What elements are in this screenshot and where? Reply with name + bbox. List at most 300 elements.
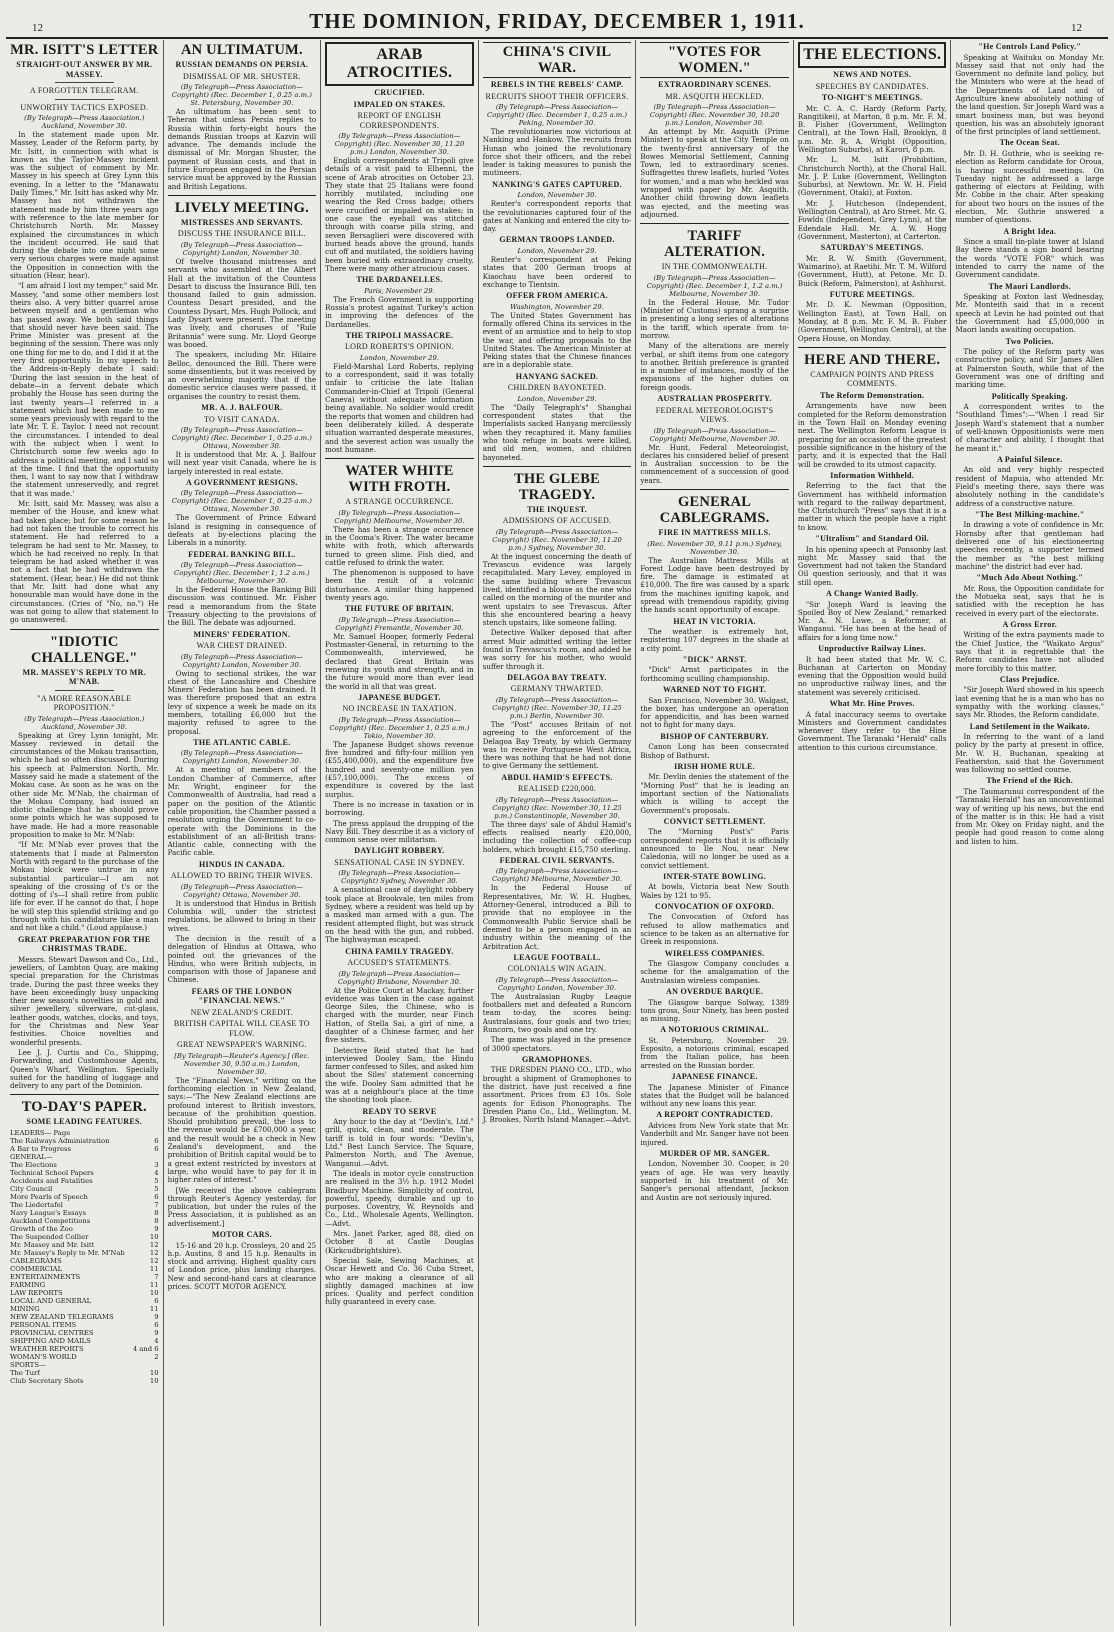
- contents-item-name: NEW ZEALAND TELEGRAMS: [10, 1312, 114, 1321]
- dateline: (By Telegraph—Press Association—Copyright) (Rec. December 1, 0.25 a.m.) Ottawa, November 30.: [171, 426, 312, 451]
- subhead: BISHOP OF CANTERBURY.: [660, 731, 769, 741]
- headline-todays-paper: TO-DAY'S PAPER.: [21, 1099, 147, 1116]
- subhead: A Change Wanted Badly.: [826, 589, 919, 599]
- subhead: SPEECHES BY CANDIDATES.: [815, 81, 929, 91]
- dateline: (By Telegraph—Press Association.) Auckland, November 30.: [24, 114, 145, 130]
- contents-item-page: 4: [154, 1168, 159, 1177]
- article-paragraph: Reuter's correspondent reports that the revolutionaries captured four of the gates at Nanking and entered the city to-day.: [482, 199, 632, 234]
- article-paragraph: In referring to the want of a land policy by the party at present in office, Mr. W. H. Buchanan, speaking at Featherston, said that the Government was following no settled course.: [955, 732, 1105, 775]
- subhead: "A MORE REASONABLE PROPOSITION.": [37, 693, 132, 713]
- subhead: GRAMOPHONES.: [522, 1054, 593, 1064]
- article-paragraph: Field-Marshal Lord Roberts, replying to a correspondent, said it was totally unfair to criticise the late Italian Commander-in-Chief at Tripoli (General Caneva) without adequate information being available. No soldier would credit the reports that women and children had been deliberately killed. A desperate situation warranted desperate measures, and the severest action was usually the most humane.: [325, 361, 474, 454]
- article-paragraph: A fatal inaccuracy seems to overtake Ministers and Government candidates whenever they refer to the Hine Government. The Taranaki "Herald" calls attention to this curious circumstance.: [797, 709, 947, 752]
- article-paragraph: The three days' sale of Abdul Hamid's effects realised nearly £20,000, including the collection of coffee-cup holders, which brought £15,750 sterling.: [482, 819, 632, 854]
- dateline: (By Telegraph—Press Association—Copyright) London, November 30.: [495, 975, 619, 992]
- subhead: NEWS AND NOTES.: [833, 70, 912, 79]
- article-paragraph: An ultimatum has been sent to Teheran that unless Persia replies to Russia within forty-eight hours the demands Russian troops at Kazvin will advance. The demands include the dismissal of Mr. Morgan Shuster, the payment of Russian costs, and that in future European engaged in the Persian service must be approved by the Russian and British Legations.: [167, 107, 317, 191]
- dateline: (By Telegraph—Press Association—Copyright) Sydney, November 30.: [338, 869, 461, 886]
- article-paragraph: The revolutionaries now victorious at Nanking and Hankow. The recruits from Hunan who joined the revolutionary force shot their officers, and the rebel leader is taking measures to punish the mutineers.: [482, 127, 632, 178]
- subhead: IRISH HOME RULE.: [674, 761, 756, 771]
- contents-row: [10, 1353, 159, 1361]
- headline-the-elections: THE ELECTIONS.: [798, 42, 947, 68]
- subhead: ABDUL HAMID'S EFFECTS.: [501, 772, 613, 782]
- subhead: Information Withheld.: [830, 470, 915, 480]
- contents-row: [10, 1161, 159, 1169]
- dateline: (By Telegraph—Press Association—Copyright) Melbourne, November 30.: [491, 867, 623, 884]
- contents-row: [10, 1273, 159, 1281]
- contents-row: [10, 1313, 159, 1321]
- contents-item-page: 5: [154, 1176, 159, 1185]
- subhead: GREAT NEWSPAPER'S WARNING.: [176, 1040, 307, 1050]
- subhead: HANYANG SACKED.: [515, 371, 599, 381]
- subhead: A Bright Idea.: [1003, 226, 1057, 236]
- contents-header: LEADERS— Page: [10, 1128, 71, 1137]
- contents-item-page: 10: [149, 1368, 159, 1377]
- contents-item-name: GENERAL—: [10, 1152, 53, 1161]
- advertisement: THE DRESDEN PIANO CO., LTD., who brought a shipment of Gramophones to the district, have just received a fine assortment. Prices from £3 10s. Sole agents for Edison Phonographs. The Dresden Piano Co., Ltd., Wellington. M. J. Brookes, North Island Manager.—Advt.: [482, 1065, 632, 1125]
- subhead: A GOVERNMENT RESIGNS.: [186, 477, 298, 487]
- dateline: London, November 30.: [517, 191, 597, 200]
- article-paragraph: It is understood that Mr. A. J. Balfour will next year visit Canada, where he is largely interested in real estate.: [167, 450, 317, 476]
- article-paragraph: The Australasian Rugby League footballers met and defeated a Runcorn team to-day, the scores being: Australasians, four goals and two tries; Runcorn, two goals and one try.: [482, 991, 632, 1034]
- article-paragraph: In drawing a vote of confidence in Mr. Hornsby after that gentleman had delivered one of his electioneering speeches recently, a supporter termed the member as "the best milking machine" the district had ever had.: [955, 520, 1105, 571]
- contents-row: [10, 1177, 159, 1185]
- subhead: Politically Speaking.: [991, 391, 1068, 401]
- contents-list: [10, 1129, 159, 1385]
- contents-item-name: ENTERTAINMENTS: [10, 1272, 81, 1281]
- divider: [798, 347, 947, 348]
- article-paragraph: In the statement made upon Mr. Massey, Leader of the Reform party, by Mr. Isitt, in connection with what is known as the Taylor-Massey incident was the subject of comment by Mr. Massey in his speech at Grey Lynn this evening. In a letter to the "Manawatu Daily Times," Mr. Isitt has asked why Mr. Massey has not withdrawn the statement made by him three years ago with reference to the late member for Christchurch North. Mr. Massey explained the circumstances in which the incident occurred. He said that during the debate into one night some very serious charges were made against the Opposition in connection with the situation (Hear, hear).: [10, 130, 159, 281]
- contents-item-page: 11: [149, 1264, 159, 1273]
- contents-row: [10, 1169, 159, 1177]
- dateline: Paris, November 29.: [364, 286, 435, 295]
- contents-row: [10, 1153, 159, 1161]
- contents-item-name: Mr. Massey and Mr. Isitt: [10, 1240, 95, 1249]
- subhead: "Much Ado About Nothing.": [976, 573, 1084, 583]
- subhead: HINDUS IN CANADA.: [198, 859, 285, 869]
- divider: [483, 466, 632, 467]
- subhead: "DICK" ARNST.: [682, 654, 747, 664]
- dateline: [By Telegraph—Reuter's Agency.] (Rec. November 30, 9.50 a.m.) London, November 30.: [174, 1051, 310, 1076]
- dateline: London, November 29.: [359, 353, 439, 362]
- contents-item-name: Accidents and Fatalities: [10, 1176, 93, 1185]
- contents-item-name: LOCAL AND GENERAL: [10, 1296, 92, 1305]
- contents-item-page: 7: [154, 1200, 159, 1209]
- dateline: (By Telegraph—Press Association—Copyright) London, November 30.: [180, 749, 303, 766]
- headline-glebe-tragedy: THE GLEBE TRAGEDY.: [514, 470, 601, 503]
- divider: [325, 458, 474, 459]
- subhead: "Ultralism" and Standard Oil.: [815, 534, 929, 544]
- article-paragraph: At a meeting of members of the London Chamber of Commerce, after Mr. Wright, engineer for the Commonwealth of Australia, had read a paper on the position of the Atlantic cable proposition, the Chamber passed a resolution urging the Government to co-operate with the Dominions in the establishment of an all-British trans-Atlantic cable, connecting with the Pacific cable.: [167, 765, 317, 858]
- subhead: MISTRESSES AND SERVANTS.: [181, 217, 303, 227]
- dateline: (By Telegraph—Press Association—Copyright) (Rec. December 1, 0.25 a.m.) Tokio, November 30.: [329, 715, 470, 740]
- contents-item-page: 10: [149, 1288, 159, 1297]
- contents-row: [10, 1201, 159, 1209]
- dateline: (By Telegraph—Press Association—Copyright) London, November 30.: [180, 240, 303, 257]
- headline-idiotic-challenge: "IDIOTIC CHALLENGE.": [31, 633, 138, 666]
- subhead: DELAGOA BAY TREATY.: [507, 672, 607, 682]
- subhead: FIRE IN MATTRESS MILLS.: [658, 528, 771, 538]
- contents-row: [10, 1369, 159, 1377]
- contents-row: [10, 1137, 159, 1145]
- dateline: (By Telegraph—Press Association—Copyright) (Rec. December 1, 0.25 a.m.) Ottawa, November 30.: [171, 489, 312, 514]
- subhead: RECRUITS SHOOT THEIR OFFICERS.: [485, 91, 629, 101]
- subhead: A NOTORIOUS CRIMINAL.: [660, 1025, 769, 1035]
- column-5: [636, 40, 794, 1626]
- contents-item-page: 7: [154, 1272, 159, 1281]
- contents-item-name: PERSONAL ITEMS: [10, 1320, 77, 1329]
- article-paragraph: The "Daily Telegraph's" Shanghai correspondent states that the Imperialists sacked Hanyang mercilessly when they recaptured it. Many families who took refuge in boats were killed, and old men, women, and children bayoneted.: [482, 402, 632, 462]
- article-paragraph: The Convocation of Oxford has refused to allow mathematics and science to be taken as an alternative for Greek in responsions.: [640, 912, 789, 947]
- subhead: CRUCIFIED.: [374, 88, 425, 97]
- article-paragraph: Mr. D. H. Guthrie, who is seeking re-election as Reform candidate for Oroua, is having successful meetings. On Tuesday night he addressed a large gathering of electors at Feilding, with Mr. Cobbe in the chair. After speaking for about two hours on the issues of the election, Mr. Guthrie answered a number of questions.: [955, 148, 1105, 225]
- contents-item-name: Technical School Papers: [10, 1168, 94, 1177]
- dateline: (By Telegraph—Press Association—Copyright) Brisbane, November 30.: [337, 969, 462, 986]
- contents-item-name: Navy League's Essays: [10, 1208, 87, 1217]
- article-paragraph: Mr. D. K. Newman (Opposition, Wellington East), at Town Hall, on Monday, at 8 p.m. Mr. F. M. B. Fisher (Government, Wellington Central), at the Opera House, on Monday.: [797, 300, 947, 343]
- subhead: BRITISH CAPITAL WILL CEASE TO FLOW.: [173, 1019, 310, 1038]
- article-paragraph: The "Financial News," writing on the forthcoming election in New Zealand, says:—"The New Zealand elections are profound interest to British investors, because of the prohibition question. Should prohibition prevail, the loss to the revenue would be £700,000 a year, and the result would be a check in New Zealand's development, and the prohibition of British capital would be to a great extent restricted by investors at large, who would have to pay for it in higher rates of interest.": [167, 1075, 317, 1185]
- article-paragraph: Mr. Isitt, said Mr. Massey, was also a member of the House, and knew what had taken place; but for some reason he had not taken the trouble to correct his statement. He had referred to a telegram he had sent to Mr. Massey, to which he had received no reply. In that telegram he had asked whether it was not a fact that he had withdrawn the statement. (Hear, hear.) He did not think that Mr. Isitt had done what any honourable man would have done in the circumstances. (Cries of "No, no.") He was not going to allow that statement to go unanswered.: [10, 499, 159, 625]
- article-paragraph: "If Mr. M'Nab ever proves that the statements that I made at Palmerston North with regard to the purchase of the Mokau block were untrue in any substantial particular—I am not speaking of the crossing of t's or the dotting of i's—I shall retire from public life for ever. If he cannot do that, I hope he will step this splendid striking and go through with his candidature like a man and not like a child." (Loud applause.): [10, 840, 159, 933]
- contents-item-name: City Council: [10, 1184, 53, 1193]
- contents-item-name: A Bar to Progress: [10, 1144, 72, 1153]
- article-paragraph: It is understood that Hindus in British Columbia will, under the strictest regulations, be allowed to bring in their wives.: [167, 898, 317, 933]
- article-paragraph: The Glasgow Company concludes a scheme for the amalgamation of the Australasian wireless companies.: [640, 959, 789, 985]
- article-paragraph: Of twelve thousand mistresses and servants who assembled at the Albert Hall at the invitation of the Countess Desart to discuss the Insurance Bill, ten thousand failed to gain admission. Countess Desart presided, and the Countess Dysart, Mrs. Hugh Pollock, and Lady Dysart were present. The meeting was lively, and choruses of "Rule Britannia" were sung. Mr. Lloyd George was booed.: [167, 256, 317, 349]
- article-paragraph: Advices from New York state that Mr. Vanderbilt and Mr. Sanger have not been injured.: [640, 1120, 789, 1147]
- masthead: [6, 8, 1108, 39]
- article-paragraph: Speaking at Grey Lynn tonight, Mr. Massey reviewed in detail the circumstances of the Mokau transaction, which he had so often discussed. During his speech at Palmerston North, Mr. Massey said he made a statement of the Mokau case. As soon as he was on the other side Mr. M'Nab, the chairman of the Mokau Company, had issued an idiotic challenge that he should prove some points which he was supposed to have made. He had a more reasonable proposition to make to Mr. M'Nab:: [10, 730, 159, 840]
- article-paragraph: "Dick" Arnst participates in the forthcoming sculling championship.: [640, 665, 789, 683]
- article-paragraph: Mr. Samuel Hooper, formerly Federal Postmaster-General, in returning to the Commonwealth, interviewed, he declared that Great Britain was renewing its youth and strength, and in the future would more than ever lead the world in all that was great.: [325, 631, 474, 691]
- headline-here-and-there: HERE AND THERE.: [804, 351, 941, 368]
- dateline: (By Telegraph—Press Association—Copyright) Fremantle, November 30.: [335, 615, 464, 632]
- subhead: IN THE COMMONWEALTH.: [661, 262, 768, 272]
- contents-item-name: WOMAN'S WORLD: [10, 1352, 77, 1361]
- article-paragraph: In the Federal House of Representatives, Mr. W. H. Hughes, Attorney-General, introduced a Bill to provide that no employee in the Commonwealth Public Service shall be deemed to be a person engaged in an industry within the meaning of the Arbitration Act.: [482, 883, 632, 951]
- subhead: NO INCREASE IN TAXATION.: [342, 704, 457, 714]
- article-paragraph: Speaking at Foxton last Wednesday, Mr. Monteith said that in a recent speech at Levin he had pointed out that the Government had £5,000,000 in Maori lands awaiting occupation.: [955, 292, 1105, 335]
- subhead: LORD ROBERTS'S OPINION.: [344, 342, 454, 352]
- dateline: (By Telegraph—Press Association—Copyright) (Rec. November 30, 11.20 p.m.) Sydney, November 30.: [492, 527, 622, 552]
- subhead: A FORGOTTEN TELEGRAM.: [29, 86, 139, 95]
- article-paragraph: English correspondents at Tripoli give details of a visit paid to Elhenni, the scene of Arab atrocities on October 23. They state that 25 Italians were found horribly mutilated, including one wearing the Red Cross badge; others were crucified or impaled on stakes; in one case the eyeball was stitched through with coarse pilla string, and seven Bersaglieri were discovered with burned heads above the ground, hands cut off and mutilated, the soldiers having been buried with extraordinary cruelty. There were many other atrocious cases.: [325, 156, 474, 273]
- article-paragraph: Reuter's correspondent at Peking states that 200 German troops at Kiaochau have been ordered to exchange to Tientsin.: [482, 254, 632, 289]
- divider: [640, 489, 789, 490]
- dateline: Washington, November 29.: [510, 302, 604, 311]
- column-7: [951, 40, 1108, 1626]
- contents-row: [10, 1145, 159, 1153]
- contents-item-name: The Turf: [10, 1368, 40, 1377]
- page-number-right: 12: [1070, 22, 1082, 34]
- contents-item-page: 9: [154, 1312, 159, 1321]
- subhead: JAPANESE BUDGET.: [358, 692, 441, 702]
- contents-item-name: Growth of the Zoo: [10, 1224, 73, 1233]
- article-paragraph: The decision is the result of a delegation of Hindus at Ottawa, who pointed out the grievances of the Hindus, who were British subjects, in comparison with those of Japanese and Chinese.: [167, 933, 317, 985]
- article-paragraph: There is no increase in taxation or in borrowing.: [325, 799, 474, 818]
- subhead: HEAT IN VICTORIA.: [673, 616, 756, 626]
- subhead: WIRELESS COMPANIES.: [664, 948, 765, 958]
- subhead: LEAGUE FOOTBALL.: [513, 952, 601, 962]
- contents-item-name: The Suspended Collier: [10, 1232, 89, 1241]
- subhead: TO-NIGHT'S MEETINGS.: [821, 93, 923, 102]
- contents-row: [10, 1321, 159, 1329]
- contents-item-page: 12: [149, 1240, 159, 1249]
- advertisement: The ideals in motor cycle construction are realised in the 3½ h.p. 1912 Model Bradbury Machine. Simplicity of control, powerful, speedy, durable and up to purposes. Coventry, W. Reynolds and Co., Ltd., Wholesale Agents, Wellington.—Advt.: [325, 1168, 474, 1228]
- subhead: EXTRAORDINARY SCENES.: [658, 80, 772, 89]
- article-paragraph: San Francisco, November 30. Walgast, the boxer, has undergone an operation for appendicitis, and has been warned not to fight for many days.: [640, 695, 789, 730]
- article-paragraph: London, November 30. Cooper, is 20 years of age. He was very heavily supported in his treatment of Mr. Sanger's personal attendant, Jackson and Austin are not seriously injured.: [640, 1159, 789, 1202]
- subhead: IMPALED ON STAKES.: [353, 99, 446, 109]
- article-paragraph: St. Petersburg, November 29. Esposito, a notorious criminal, escaped from the Italian police, has been arrested on the Russian border.: [640, 1035, 789, 1070]
- contents-row: [10, 1281, 159, 1289]
- subhead: The Friend of the Rich.: [986, 776, 1074, 786]
- article-paragraph: In his opening speech at Ponsonby last night Mr. Massey said that the Government had not taken the Standard Oil question seriously, and that it was still open.: [797, 544, 947, 587]
- subhead: REBELS IN THE REBELS' CAMP.: [490, 80, 624, 89]
- article-paragraph: Canon Long has been consecrated Bishop of Bathurst.: [640, 742, 789, 760]
- divider: [55, 690, 114, 691]
- contents-row: [10, 1361, 159, 1369]
- article-paragraph: The Glasgow barque Solway, 1389 tons gross, Sour Ninety, has been posted as missing.: [640, 997, 789, 1024]
- contents-row: [10, 1345, 159, 1353]
- subhead: REPORT OF ENGLISH CORRESPONDENTS.: [357, 111, 442, 130]
- dateline: (By Telegraph—Press Association—Copyright) (Rec. December 1, 0.25 a.m.) Peking, November 30.: [487, 103, 628, 127]
- subhead: THE ATLANTIC CABLE.: [193, 737, 291, 747]
- contents-row: [10, 1337, 159, 1345]
- divider: [55, 82, 114, 83]
- subhead: SATURDAY'S MEETINGS.: [820, 243, 924, 253]
- contents-item-page: 4 and 6: [132, 1344, 159, 1353]
- subhead: DISCUSS THE INSURANCE BILL.: [177, 229, 306, 239]
- headline-isitt-letter: MR. ISITT'S LETTER: [10, 42, 159, 58]
- headline-lively-meeting: LIVELY MEETING.: [174, 199, 309, 216]
- headline-tariff-alteration: TARIFF ALTERATION.: [664, 228, 766, 261]
- article-paragraph: The policy of the Reform party was constructive policy, and Sir James Allen at Palmerston South, while that of the Government was one of drifting and marking time.: [955, 347, 1105, 390]
- subhead: MR. MASSEY'S REPLY TO MR. M'NAB.: [22, 667, 147, 687]
- contents-item-page: 3: [154, 1160, 159, 1169]
- contents-item-name: PROVINCIAL CENTRES: [10, 1328, 94, 1337]
- subhead: MR. A. J. BALFOUR.: [201, 403, 283, 413]
- dateline: (Rec. November 30, 9.11 p.m.) Sydney, November 30.: [647, 539, 782, 556]
- advertisement: Special Sale, Sewing Machines, at Oscar Hewett and Co. 36 Cuba Street, who are making a clearance of all slightly damaged machines at low prices. Quality and perfect condition fully guaranteed in every case.: [325, 1255, 474, 1307]
- subhead: What Mr. Hine Proves.: [829, 699, 915, 709]
- contents-item-name: FARMING: [10, 1280, 46, 1289]
- subhead: The Reform Demonstration.: [820, 390, 925, 400]
- contents-item-name: MINING: [10, 1304, 40, 1313]
- subhead: FEDERAL CIVIL SERVANTS.: [499, 855, 615, 865]
- subhead: "He Controls Land Policy.": [978, 42, 1082, 51]
- article-paragraph: It had been stated that Mr. W. C. Buchanan at Carterton on Monday evening that the Opposition would build no unproductive railway lines, and the statement was severely criticised.: [797, 654, 947, 697]
- article-paragraph: The "Post" accuses Britain of not agreeing to the enforcement of the Delagoa Bay Treaty, by which Germany was to receive Portuguese West Africa, there was nothing that he had not done to give Germany the settlement.: [482, 719, 632, 771]
- article-paragraph: Since a small tin-plate tower at Island Bay there stands a sign board bearing the words "VOTE FOR" which was intended to carry the name of the Government candidate.: [955, 237, 1105, 280]
- subhead: AN OVERDUE BARQUE.: [666, 987, 764, 996]
- article-paragraph: Arrangements have now been completed for the Reform demonstration in the Town Hall on Monday evening next. The Wellington Reform League is preparing for an occasion of the greatest possible significance in the history of the party, and it is expected that the Hall will be crowded to its utmost capacity.: [797, 401, 947, 469]
- subhead: JAPANESE FINANCE.: [671, 1072, 758, 1082]
- contents-item-page: 6: [154, 1144, 159, 1153]
- subhead: GERMAN TROOPS LANDED.: [499, 235, 615, 245]
- newspaper-title: THE DOMINION, FRIDAY, DECEMBER 1, 1911.: [309, 9, 805, 33]
- contents-item-page: 12: [149, 1248, 159, 1257]
- dateline: (By Telegraph—Press Association—Copyright) Melbourne, November 30.: [334, 508, 465, 525]
- subhead: CAMPAIGN POINTS AND PRESS COMMENTS.: [810, 369, 935, 389]
- article-paragraph: Mr. Ross, the Opposition candidate for the Motueka seat, says that he is satisfied with the reception he has received in every part of the electorate.: [955, 583, 1105, 618]
- article-paragraph: Mr. C. A. C. Hardy (Reform Party, Rangitikei), at Marton, 8 p.m. Mr. F. M. B. Fisher (Government, Wellington Central), at the Town Hall, Brooklyn, 8 p.m. Mr. R. A. Wright (Opposition, Wellington Suburbs), at Karori, 8 p.m.: [797, 103, 947, 154]
- contents-item-name: COMMERCIAL: [10, 1264, 63, 1273]
- dateline: (By Telegraph—Press Association—Copyright) (Rec. November 30, 10.20 p.m.) London, November 30.: [649, 103, 780, 127]
- dateline: (By Telegraph—Press Association—Copyright) London, November 30.: [180, 652, 303, 669]
- subhead: MR. ASQUITH HECKLED.: [665, 91, 764, 101]
- article-paragraph: The phenomenon is supposed to have been the result of a volcanic disturbance. A similar thing happened twenty years ago.: [325, 568, 474, 602]
- article-paragraph: The United States Government has formally offered China its services in the event of an armistice and to help to stop the war, and offering proposals to the United States. The American Minister at Peking states that the Chinese finances are in a deplorable state.: [482, 310, 632, 370]
- contents-row: [10, 1185, 159, 1193]
- contents-row: [10, 1297, 159, 1305]
- subhead: The Ocean Seat.: [999, 138, 1060, 148]
- subhead: A STRANGE OCCURRENCE.: [345, 497, 454, 507]
- article-paragraph: Writing of the extra payments made to the Chief Justice, the "Waikato Argus" says that it is regrettable that the Reform candidates have not alluded more forcibly to this matter.: [955, 630, 1105, 673]
- contents-item-name: LAW REPORTS: [10, 1288, 63, 1297]
- contents-item-name: WEATHER REPORTS: [10, 1344, 84, 1353]
- article-paragraph: Referring to the fact that the Government has withheld information with regard to the railway department, the Christchurch "Press" says that it is a matter in which the people have a right to know.: [797, 481, 947, 532]
- article-paragraph: "Sir Joseph Ward showed in his speech last evening that he is a man who has no sympathy with the working classes," says Mr. Rhodes, the Reform candidate.: [955, 685, 1105, 720]
- article-paragraph: The "Morning Post's" Paris correspondent reports that it is officially announced to Ile Nou, near New Caledonia, will no longer be used as a convict settlement.: [640, 827, 789, 870]
- dateline: (By Telegraph—Press Association—Copyright) (Rec. November 30, 11.25 p.m.) Constantinople, November 30.: [492, 795, 622, 820]
- subhead: AUSTRALIAN PROSPERITY.: [657, 394, 772, 404]
- subhead: GREAT PREPARATION FOR THE CHRISTMAS TRADE.: [18, 934, 151, 954]
- contents-item-page: 10: [149, 1376, 159, 1385]
- contents-item-name: SPORTS—: [10, 1360, 46, 1369]
- subhead: FEARS OF THE LONDON "FINANCIAL NEWS.": [191, 986, 293, 1006]
- contents-item-page: 12: [149, 1256, 159, 1265]
- article-paragraph: The Taumarunui correspondent of the "Taranaki Herald" has an unconventional way of writing up his news, but the end of the matter is in this: He had a visit from Mr. Okey on Friday night, and the people had good reason to come along and listen to him.: [955, 786, 1105, 846]
- contents-item-name: SHIPPING AND MAILS: [10, 1336, 91, 1345]
- article-paragraph: The game was played in the presence of 3000 spectators.: [482, 1035, 632, 1053]
- article-paragraph: The Australian Mattress Mills at Forest Lodge have been destroyed by fire. The damage is estimated at £10,000. The fire was caused by a spark from the machines igniting kapok, and spread with tremendous rapidity, giving the hands scant opportunity of escape.: [640, 555, 789, 615]
- subhead: FUTURE MEETINGS.: [829, 289, 915, 299]
- headline-votes-for-women: "VOTES FOR WOMEN.": [640, 42, 789, 78]
- column-2: [164, 40, 322, 1626]
- contents-item-page: 8: [154, 1216, 159, 1225]
- contents-row: [10, 1265, 159, 1273]
- subhead: SENSATIONAL CASE IN SYDNEY.: [334, 857, 465, 867]
- subhead: Land Settlement in the Waikato.: [969, 721, 1090, 731]
- article-paragraph: Many of the alterations are merely verbal, or shift items from one category to another. British preference is granted in a number of instances, mostly of the expansions of the higher duties on foreign goods.: [640, 341, 789, 392]
- advertisement: 15-16 and 20 h.p. Crossleys, 20 and 25 h.p. Austins, 8 and 15 h.p. Renaults in stock and arriving. Highest quality cars of London price, plus landing charges. New and second-hand cars at clearance prices. SCOTT MOTOR AGENCY.: [167, 1240, 317, 1292]
- contents-item-page: 9: [154, 1224, 159, 1233]
- subhead: THE FUTURE OF BRITAIN.: [345, 604, 454, 614]
- subhead: THE TRIPOLI MASSACRE.: [345, 330, 454, 340]
- contents-row: [10, 1329, 159, 1337]
- contents-item-page: 11: [149, 1280, 159, 1289]
- subhead: MINERS' FEDERATION.: [193, 629, 291, 639]
- headline-arab-atrocities: ARAB ATROCITIES.: [325, 42, 474, 86]
- contents-item-page: 6: [154, 1136, 159, 1145]
- article-paragraph: There has been a strange occurrence in the Cooma's River. The water became white with froth, which afterwards turned to green slime. Fish died, and cattle refused to drink the water.: [325, 524, 474, 567]
- subhead: Class Prejudice.: [999, 674, 1060, 684]
- contents-item-name: The Railways Administration: [10, 1136, 110, 1145]
- dateline: (By Telegraph—Press Association—Copyright) Melbourne, November 30.: [649, 426, 780, 443]
- subhead: ADMISSIONS OF ACCUSED.: [502, 516, 612, 526]
- article-paragraph: Mr. Devlin denies the statement of the "Morning Post" that he is leading an important section of the Nationalists which is willing to accept the Government's proposals.: [640, 772, 789, 815]
- article-paragraph: At the Police Court at Mackay, further evidence was taken in the case against George Siles, the Chinese, who is charged with the murder, near Finch Hatton, of Stella Sai, a girl of nine, a daughter of a Chinese farmer, and her five sisters.: [325, 985, 474, 1045]
- headline-ultimatum: AN ULTIMATUM.: [180, 42, 303, 58]
- article-paragraph: The Government of Prince Edward Island is resigning in consequence of defeats at by-elections placing the Liberals in a minority.: [167, 513, 317, 548]
- dateline: (By Telegraph—Press Association—Copyright) (Rec. December 1, 1.2 a.m.) Melbourne, November 30.: [174, 561, 310, 586]
- subhead: COLONIALS WIN AGAIN.: [507, 964, 607, 974]
- article-paragraph: At the inquest concerning the death of Trevascus evidence was largely recapitulated. Mary Levey, employed in the same building where Trevascus lived, identified a blouse as the one who called on the morning of the murder and went upstairs to see Trevascus. After this she encountered bearing a heavy stench upstairs, like someone falling.: [482, 551, 632, 628]
- article-paragraph: Mrs. Janet Parker, aged 88, died on October 8 at Castle Douglas (Kirkcudbrightshire).: [325, 1229, 474, 1255]
- article-paragraph: [We received the above cablegram through Reuter's Agency yesterday, for publication, but under the rules of the Press Association, it is published as an advertisement.]: [167, 1185, 317, 1228]
- dateline: (By Telegraph—Press Association—Copyright) (Rec. December 1, 0.25 a.m.) St. Petersburg, November 30.: [171, 83, 312, 107]
- contents-item-name: The Liedertafel: [10, 1200, 63, 1209]
- divider: [10, 1094, 159, 1095]
- article-paragraph: Mr. L. M. Isitt (Prohibition, Christchurch North), at the Choral Hall. Mr. J. P. Luke (Government, Wellington Suburbs), at Newtown. Mr. W. H. Field (Government, Otaki), at Foxton.: [797, 155, 947, 198]
- contents-item-page: 6: [154, 1296, 159, 1305]
- dateline: (By Telegraph—Press Association.) Auckland, November 30.: [24, 714, 145, 731]
- article-paragraph: An old and very highly respected resident of Mapuia, who attended Mr. Field's meeting there, says there was absolutely nothing in the candidate's address of a constructive nature.: [955, 465, 1105, 508]
- subhead: SOME LEADING FEATURES.: [26, 1117, 143, 1127]
- contents-rows: [10, 1137, 159, 1385]
- article-paragraph: A sensational case of daylight robbery took place at Brookvale, ten miles from Sydney, where a resident was held up by a masked man armed with a gun. The resident attempted flight, but was struck on the head with the gun, and robbed. The highwayman escaped.: [325, 885, 474, 945]
- article-paragraph: Speaking at Waituku on Monday Mr. Massey said that not only had the Government no definite land policy, but the Ministers who were at the head of the Departments of Land and of Agriculture knew absolutely nothing of the land question. Sir Joseph Ward was a smart business man, but was beyond question, his was an absolutely ignorant of the first principles of land settlement.: [955, 52, 1105, 137]
- contents-row: [10, 1241, 159, 1249]
- column-1: [6, 40, 164, 1626]
- headline-chinas-civil-war: CHINA'S CIVIL WAR.: [483, 42, 632, 78]
- article-paragraph: Owing to sectional strikes, the war chest of the Lancashire and Cheshire Miners' Federation has been drained. It was therefore proposed that an extra levy of sixpence a week be made on its members, totalling £6,000 but the majority refused to agree to the proposal.: [167, 668, 317, 736]
- subhead: READY TO SERVE: [362, 1106, 437, 1116]
- subhead: A Painful Silence.: [996, 454, 1063, 464]
- contents-row: [10, 1209, 159, 1217]
- subhead: WARNED NOT TO FIGHT.: [662, 685, 767, 695]
- column-3: [321, 40, 479, 1626]
- contents-item-page: 8: [154, 1208, 159, 1217]
- contents-item-name: CABLEGRAMS: [10, 1256, 62, 1265]
- subhead: WAR CHEST DRAINED.: [196, 641, 288, 651]
- subhead: THE DARDANELLES.: [356, 275, 443, 285]
- subhead: NEW ZEALAND'S CREDIT.: [190, 1007, 294, 1017]
- contents-item-page: 2: [154, 1352, 159, 1361]
- subhead: Unproductive Railway Lines.: [818, 644, 927, 654]
- contents-item-name: The Elections: [10, 1160, 57, 1169]
- contents-item-page: 5: [154, 1184, 159, 1193]
- article-paragraph: Mr. Hunt, Federal Meteorologist, declares his considered belief of present in Australian succession to be the commencement of a succession of good years.: [640, 442, 789, 485]
- article-paragraph: Mr. J. Hutcheson (Independent, Wellington Central), at Aro Street. Mr. G. Fowlds (Independent, Grey Lynn), at the Edendale Hall. Mr. A. W. Hogg (Government, Masterton), at Carterton.: [797, 198, 947, 241]
- dateline: (By Telegraph—Press Association—Copyright) (Rec. November 30, 11.25 p.m.) Berlin, November 30.: [492, 695, 622, 720]
- article-paragraph: Detective Reid stated that he had interviewed Dooley Sam, the Hindu farmer confessed to Siles, and asked him about the Siles' statement concerning the wife. Dooley Sam admitted that he was at a neighbour's place at the time the shooting took place.: [325, 1045, 474, 1105]
- subhead: CHINA FAMILY TRAGEDY.: [345, 946, 454, 956]
- article-paragraph: "Sir Joseph Ward is leaving the Spoiled Boy of New Zealand," remarked Mr. A. N. Lowe, a Reformer, at Wanganui. "He has been at the head of affairs for a long time now.": [797, 599, 947, 642]
- subhead: INTER-STATE BOWLING.: [663, 871, 767, 881]
- divider: [10, 629, 159, 630]
- article-paragraph: "I am afraid I lost my temper," said Mr. Massey, "and some other members lost theirs also. A very bitter quarrel arose between myself and a gentleman who has passed away. We both said things that should never have been said. The Prime Minister was present at the beginning of the session. There was only one thing for me to do, and I did it at the very first opportunity. In my speech to the Address-in-Reply debate I said: 'During the last session in the heat of debate—in a fervent debate which probably the House has seen during the last twenty years—I referred in a statement which had been made to me some years previously with regard to the late Mr. T. E. Taylor. I need not recount the circumstances. I intended to deal with the subject when I went to Christchurch some few weeks ago to address a political meeting, and I said so at the time. I find that the opportunity then, I want to say now that I withdraw the statement unreservedly, and regret that it was made.': [10, 281, 159, 498]
- columns: [6, 40, 1108, 1626]
- article-paragraph: The French Government is supporting Russia's protest against Turkey's action in improving the defences of the Dardanelles.: [325, 294, 474, 329]
- subhead: NANKING'S GATES CAPTURED.: [492, 179, 622, 189]
- column-4: [479, 40, 637, 1626]
- subhead: MOTOR CARS.: [211, 1230, 272, 1240]
- advertisement: Any hour to the day at "Devlin's, Ltd." grill, quick, clean, and moderate. The tariff is told in four words: "Devlin's, Ltd." Best Lunch Service. The Square, Palmerston North, and The Avenue, Wanganui.—Advt.: [325, 1117, 474, 1168]
- contents-row: [10, 1217, 159, 1225]
- subhead: STRAIGHT-OUT ANSWER BY MR. MASSEY.: [16, 60, 153, 79]
- dateline: London, November 29.: [517, 246, 597, 255]
- article-paragraph: The speakers, including Mr. Hilaire Belloc, denounced the Bill. There were some dissentients, but it was received by an overwhelming majority that if the domestic service clauses were passed, it organises the country to resist them.: [167, 350, 317, 401]
- headline-general-cablegrams: GENERAL CABLEGRAMS.: [659, 494, 770, 527]
- article-paragraph: The weather is extremely hot, registering 107 degrees in the shade at a city point.: [640, 627, 789, 653]
- article-paragraph: A correspondent writes to the "Southland Times":—"When I read Sir Joseph Ward's statement that a number of well-known Oppositionists were men of character and ability, I thought that he meant it.": [955, 402, 1105, 453]
- contents-row: [10, 1225, 159, 1233]
- subhead: OFFER FROM AMERICA.: [506, 291, 608, 301]
- contents-row: [10, 1257, 159, 1265]
